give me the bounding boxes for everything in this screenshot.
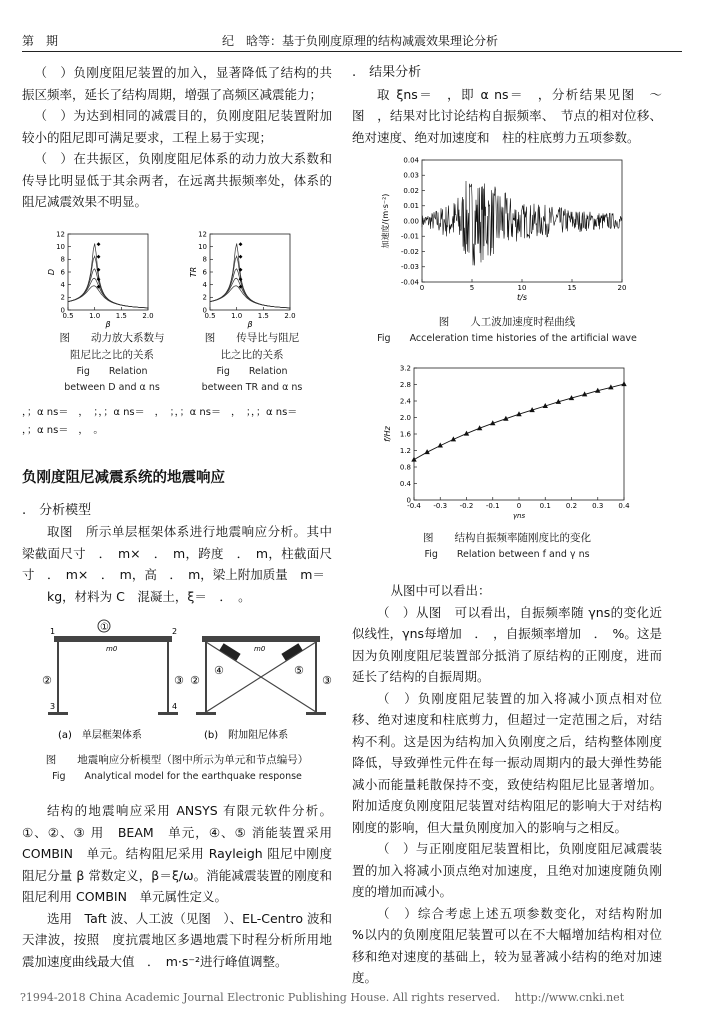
header-rule <box>22 51 682 52</box>
x-axis-label: β <box>105 320 111 329</box>
label-a-col-left: ② <box>42 674 52 687</box>
plot-frame <box>422 160 622 282</box>
y-tick-label: 1.6 <box>399 430 411 439</box>
result-paragraph: 取 ξns＝ ，即 α ns＝ ，分析结果见图 ～图 ，结果对比讨论结构自振频率、 节点的相对位移、绝对速度、绝对加速度和 柱的柱底剪力五项参数。 <box>352 86 662 145</box>
x-tick-label: 10 <box>517 284 527 292</box>
param-line-2: ，；α ns＝ ， 。 <box>22 425 104 436</box>
peak-marker: ◆ <box>238 283 243 290</box>
y-tick-label: 0.01 <box>403 202 419 211</box>
x-tick-label: 0.3 <box>592 502 604 510</box>
x-tick-label: 0.2 <box>565 502 578 510</box>
result-title: . 结果分析 <box>352 65 422 80</box>
fig-frame-models <box>40 614 330 746</box>
x-tick-label: 0 <box>516 502 522 510</box>
fig3-caption-en: Fig Analytical model for the earthquake response <box>52 771 302 782</box>
x-axis-label: β <box>247 320 253 329</box>
chart-dynamic-amplification <box>47 230 154 329</box>
conclusion-item-3: （ ）与正刚度阻尼装置相比，负刚度阻尼减震装置的加入将减小顶点绝对加速度，且绝对加速度随负刚度的增加而减小。 <box>352 841 662 899</box>
peak-marker: ◆ <box>96 254 101 261</box>
accel-chart-plot <box>380 156 626 302</box>
footer-copyright: ?1994-2018 China Academic Journal Electronic Publishing House. All rights reserved. http://www.cnki.net <box>20 991 625 1004</box>
fig4-caption-block <box>352 314 662 347</box>
support-a-right <box>158 712 178 715</box>
series-line-curve3 <box>68 266 148 308</box>
fig3-sub-b: (b) 附加阻尼体系 <box>204 730 289 741</box>
y-tick-label: 6 <box>202 268 207 277</box>
x-tick-label: 15 <box>567 284 577 292</box>
y-tick-label: 1.2 <box>399 446 411 455</box>
y-tick-label: -0.03 <box>400 263 419 272</box>
y-tick-label: 6 <box>60 268 65 277</box>
y-tick-label: 12 <box>198 230 207 239</box>
fig-a-caption-l1: 图 动力放大系数与 <box>59 332 165 344</box>
freq-chart-plot <box>383 364 630 520</box>
x-axis-label: t/s <box>517 293 527 302</box>
subsection-title: . 分析模型 <box>22 502 92 518</box>
y-tick-label: 0.4 <box>399 479 411 488</box>
y-axis-label: D <box>47 268 56 276</box>
x-tick-label: 0 <box>419 284 425 292</box>
param-line-1: ，；α ns＝ ， ；，；α ns＝ ， ；，；α ns＝ ， ；，；α ns＝ <box>22 407 298 418</box>
fig4-caption: 图 人工波加速度时程曲线 <box>438 316 576 328</box>
fig-a-caption-en-l1: Fig Relation <box>76 366 148 377</box>
y-tick-label: 2.8 <box>399 380 411 389</box>
mass-b: m0 <box>254 645 266 653</box>
freq-series-line <box>414 384 624 460</box>
label-b-damper-a: ④ <box>214 664 224 677</box>
label-a-col-right: ③ <box>174 674 184 687</box>
issue-label: 第 期 <box>22 34 59 48</box>
conclusion-item-1: （ ）从图 可以看出，自振频率随 γns的变化近似线性，γns每增加 ． ，自振频率增加 ． %。这是因为负刚度阻尼装置部分抵消了原结构的正刚度，进而延长了结构的自振周期。 <box>352 604 662 684</box>
y-tick-label: 0 <box>60 306 65 315</box>
intro-item-2: （ ）为达到相同的减震目的，负刚度阻尼装置附加较小的阻尼即可满足要求，工程上易于实现； <box>22 108 332 145</box>
y-tick-label: 2 <box>60 293 65 302</box>
node-a-3: 3 <box>50 702 56 711</box>
label-b-col-right: ③ <box>322 674 332 687</box>
x-tick-label: 2.0 <box>142 312 154 320</box>
plot-frame <box>414 368 624 500</box>
param-lines <box>22 404 332 440</box>
x-axis-label: γns <box>512 512 526 520</box>
section-block <box>22 468 332 607</box>
frame-model-b <box>190 636 332 715</box>
result-block <box>352 62 662 148</box>
y-tick-label: 8 <box>60 255 65 264</box>
conclusion-block <box>352 580 675 989</box>
peak-marker: ◆ <box>96 266 101 273</box>
label-b-damper-b: ⑤ <box>294 664 304 677</box>
x-tick-label: 1.0 <box>231 312 243 320</box>
peak-marker: ◆ <box>238 266 243 273</box>
fig5-caption: 图 结构自振频率随刚度比的变化 <box>423 532 591 544</box>
peak-marker: ◆ <box>238 241 243 248</box>
y-tick-label: 10 <box>56 243 65 251</box>
support-b-right <box>306 712 326 715</box>
y-tick-label: 2.0 <box>399 413 411 422</box>
model-paragraph-cont: kg，材料为 C 混凝土，ξ＝ ． 。 <box>47 588 251 604</box>
y-tick-label: 4 <box>60 281 65 289</box>
node-a-2: 2 <box>172 627 178 636</box>
fig4-caption-en: Fig Acceleration time histories of the artificial wave <box>377 333 637 344</box>
fig-b-caption-en-l2: between TR and α ns <box>201 382 303 393</box>
y-tick-label: 0.00 <box>403 217 419 226</box>
peak-marker: ◆ <box>96 283 101 290</box>
chart-transmissibility <box>189 230 296 329</box>
series-line-curve1 <box>68 241 148 308</box>
y-tick-label: 2 <box>202 293 207 302</box>
series-line-curve4 <box>210 278 290 308</box>
x-tick-label: 2.0 <box>284 312 296 320</box>
model-paragraph: 取图 所示单层框架体系进行地震响应分析。其中梁截面尺寸 ． m× ． m，跨度 ． m，柱截面尺寸 ． m× ． m，高 ． m，梁上附加质量 m＝ <box>22 524 332 582</box>
y-axis-label: f/Hz <box>383 426 392 442</box>
damper-b-right <box>281 643 302 660</box>
intro-item-3: （ ）在共振区，负刚度阻尼体系的动力放大系数和传导比明显低于其余两者，在远离共振频率处，体系的阻尼减震效果不明显。 <box>22 151 332 209</box>
y-tick-label: -0.02 <box>400 247 419 256</box>
y-tick-label: 0 <box>202 306 207 315</box>
y-tick-label: 4 <box>202 281 207 289</box>
accel-series-line <box>422 181 622 266</box>
beam-a <box>54 636 172 642</box>
y-tick-label: 0 <box>406 496 411 505</box>
fig-b-caption-l1: 图 传导比与阻尼 <box>204 332 300 344</box>
y-tick-label: 3.2 <box>399 364 411 373</box>
analysis-block <box>22 800 332 972</box>
peak-marker: ◆ <box>96 276 101 283</box>
y-tick-label: 0.04 <box>403 156 419 165</box>
y-tick-label: 12 <box>56 230 65 239</box>
running-header <box>22 32 682 52</box>
peak-marker: ◆ <box>238 254 243 261</box>
fig-b-caption-l2: 比之比的关系 <box>220 349 284 361</box>
damper-b-left <box>219 643 240 660</box>
conclusion-intro: 从图中可以看出： <box>390 583 491 598</box>
node-a-1: 1 <box>50 627 56 636</box>
y-tick-label: -0.01 <box>400 232 419 241</box>
x-tick-label: 20 <box>617 284 627 292</box>
node-a-4: 4 <box>172 702 178 711</box>
support-a-left <box>48 712 68 715</box>
y-axis-label: 加速度/(m·s⁻²) <box>381 193 390 249</box>
x-tick-label: 5 <box>469 284 475 292</box>
series-line-curve4 <box>68 278 148 308</box>
running-title: 纪 晗等：基于负刚度原理的结构减震效果理论分析 <box>222 34 499 48</box>
fig-accel-time-history <box>378 152 648 312</box>
fig3-caption-block <box>22 752 332 785</box>
fig-a-caption-en-l2: between D and α ns <box>64 382 160 393</box>
analysis-para-2: 选用 Taft 波、人工波（见图 ）、EL-Centro 波和天津波，按照 度抗震地区多遇地震下时程分析所用地震加速度曲线最大值 ． m·s⁻²进行峰值调整。 <box>22 910 332 969</box>
y-tick-label: 0.8 <box>399 463 411 472</box>
fig-frequency-vs-ratio <box>378 358 648 526</box>
x-tick-label: 0.1 <box>539 502 551 510</box>
fig-a-caption-l2: 阻尼比之比的关系 <box>70 349 154 361</box>
y-tick-label: 10 <box>198 243 207 251</box>
y-tick-label: 0.02 <box>403 186 419 195</box>
peak-marker: ◆ <box>238 276 243 283</box>
x-tick-label: 0.4 <box>618 502 630 510</box>
left-intro <box>22 62 332 213</box>
support-b-left <box>196 712 216 715</box>
fig-d-tr-charts <box>30 228 330 328</box>
label-a-beam: ① <box>100 622 109 633</box>
fig5-caption-en: Fig Relation between f and γ ns <box>424 549 590 560</box>
series-line-curve3 <box>210 266 290 308</box>
y-tick-label: -0.04 <box>400 278 419 287</box>
analysis-para-1: 结构的地震响应采用 ANSYS 有限元软件分析。①、②、③ 用 BEAM 单元，④、⑤ 消能装置采用 COMBIN 单元。结构阻尼采用 Rayleigh 阻尼中刚度阻尼分量 β 常数定义，β＝ξ/ω。消能减震装置的刚度和阻尼利用 COMBIN 单元属性定义。 <box>22 803 332 904</box>
x-tick-label: -0.3 <box>433 502 448 510</box>
x-tick-label: 1.5 <box>115 312 127 320</box>
y-tick-label: 0.03 <box>403 171 419 180</box>
y-tick-label: 8 <box>202 255 207 264</box>
fig3-caption: 图 地震响应分析模型（图中所示为单元和节点编号） <box>45 754 309 766</box>
mass-a: m0 <box>106 645 118 653</box>
frame-model-a <box>42 620 184 715</box>
conclusion-item-2: （ ）负刚度阻尼装置的加入将减小顶点相对位移、绝对速度和柱底剪力，但超过一定范围之后，对结构不利。这是因为结构加入负刚度之后，结构整体刚度降低，导致弹性元件在每一振动周期内的最大弹性势能减小而能量耗散保持不变，致使结构阻尼比显著增加。附加适度负刚度阻尼装置对结构阻尼的影响大于对结构刚度的影响，但大量负刚度加入的影响与之相反。 <box>352 690 662 835</box>
fig3-sub-a: (a) 单层框架体系 <box>58 730 142 741</box>
y-axis-label: TR <box>189 266 198 278</box>
x-tick-label: 0.5 <box>62 312 74 320</box>
intro-item-1: （ ）负刚度阻尼装置的加入，显著降低了结构的共振区频率，延长了结构周期，增强了高频区减震能力； <box>22 65 332 102</box>
data-point <box>411 457 416 462</box>
x-tick-label: -0.4 <box>407 502 421 510</box>
peak-marker: ◆ <box>96 241 101 248</box>
x-tick-label: 0.5 <box>204 312 216 320</box>
x-tick-label: 1.5 <box>257 312 269 320</box>
label-b-col-left: ② <box>190 674 200 687</box>
section-title: 负刚度阻尼减震系统的地震响应 <box>22 470 225 486</box>
x-tick-label: 1.0 <box>89 312 101 320</box>
fig5-caption-block <box>352 530 662 563</box>
beam-b <box>202 636 320 642</box>
series-line-curve1 <box>210 241 290 308</box>
x-tick-label: -0.2 <box>459 502 474 510</box>
conclusion-item-4: （ ）综合考虑上述五项参数变化，对结构附加 %以内的负刚度阻尼装置可以在不大幅增加结构相对位移和绝对速度的基础上，较为显著减小结构的绝对加速度。 <box>352 905 675 985</box>
x-tick-label: -0.1 <box>485 502 500 510</box>
fig-b-caption-en-l1: Fig Relation <box>216 366 288 377</box>
data-point <box>621 381 626 386</box>
y-tick-label: 2.4 <box>399 397 411 406</box>
